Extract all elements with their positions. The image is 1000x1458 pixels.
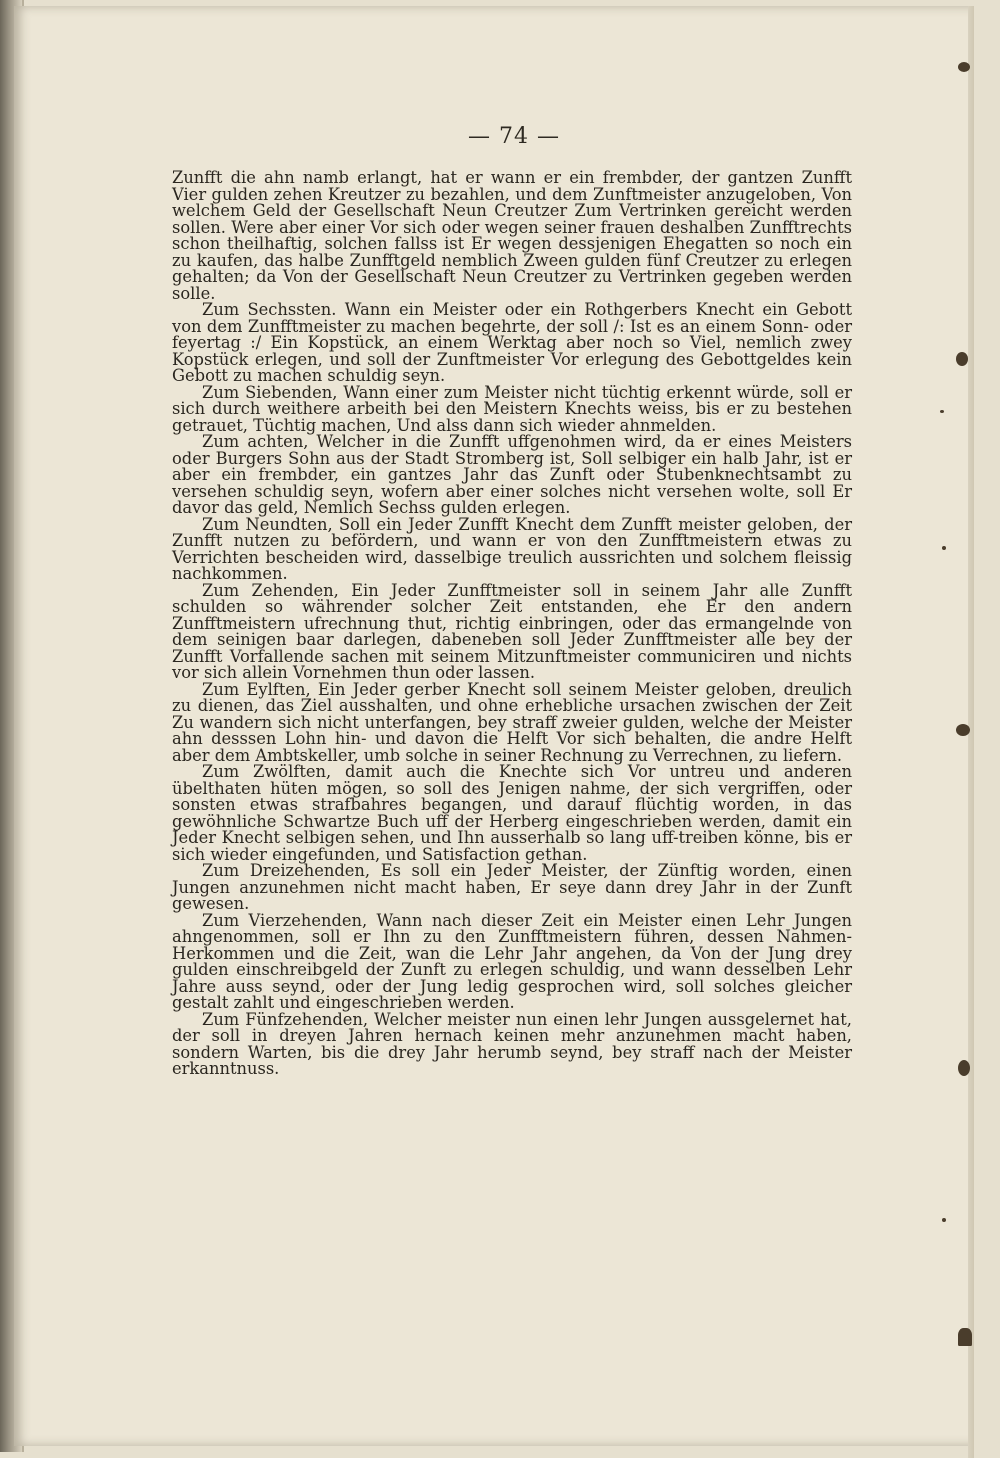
- body-text: [172, 170, 852, 1078]
- speck-mark: [958, 62, 970, 72]
- page-number: — 74 —: [468, 124, 560, 149]
- speck-mark: [942, 546, 946, 550]
- speck-mark: [956, 352, 968, 366]
- speck-mark: [940, 410, 944, 413]
- paragraph-fuenfzehenden: Zum Fünfzehenden, Welcher meister nun einen lehr Jungen aussgelernet hat, der soll in dreyen Jahren hernach keinen mehr anzunehmen macht haben, sondern Warten, bis die drey Jahr herumb seynd, bey straff nach der Meister erkanntnuss.: [172, 1009, 852, 1078]
- speck-mark: [958, 1328, 972, 1346]
- paragraph-dreizehenden: Zum Dreizehenden, Es soll ein Jeder Meister, der Zünftig worden, einen Jungen anzunehmen nicht macht haben, Er seye dann drey Jahr in der Zunft gewesen.: [172, 861, 852, 913]
- paragraph-eylften: Zum Eylften, Ein Jeder gerber Knecht soll seinem Meister geloben, dreulich zu dienen, das Ziel ausshalten, und ohne erhebliche ursachen zwischen der Zeit Zu wandern sich nicht unterfangen, bey straff zweier gulden, welche der Meister ahn desssen Lohn hin- und davon die Helft Vor sich behalten, die andre Helft aber dem Ambtskeller, umb solche in seiner Rechnung zu Verrechnen, zu liefern.: [172, 679, 852, 765]
- speck-mark: [942, 1218, 946, 1222]
- speck-mark: [956, 724, 970, 736]
- paragraph-siebenden: Zum Siebenden, Wann einer zum Meister nicht tüchtig erkennt würde, soll er sich durch weithere arbeith bei den Meistern Knechts weiss, bis er zu bestehen getrauet, Tüchtig machen, Und alss dann sich wieder ahnmelden.: [172, 382, 852, 435]
- margin-specks: [930, 0, 1000, 1452]
- paragraph-continuation: Zunfft die ahn namb erlangt, hat er wann er ein frembder, der gantzen Zunfft Vier gulden zehen Kreutzer zu bezahlen, und dem Zunftmeister anzugeloben, Von welchem Geld der Gesellschaft Neun Creutzer Zum Vertrinken gereicht werden sollen. Were aber einer Vor sich oder wegen seiner frauen deshalben Zunfftrechts schon theilhaftig, solchen fallss ist Er wegen dessjenigen Ehegatten so noch ein zu kaufen, das halbe Zunfftgeld nemblich Zween gulden fünf Creutzer zu erlegen gehalten; da Von der Gesellschaft Neun Creutzer zu Vertrinken gegeben werden solle.: [172, 168, 852, 303]
- paragraph-neundten: Zum Neundten, Soll ein Jeder Zunfft Knecht dem Zunfft meister geloben, der Zunfft nutzen zu befördern, und wann er von den Zunfftmeistern etwas zu Verrichten bescheiden wird, dasselbige treulich aussrichten und solchem fleissig nachkommen.: [172, 514, 852, 583]
- paragraph-vierzehenden: Zum Vierzehenden, Wann nach dieser Zeit ein Meister einen Lehr Jungen ahngenommen, soll er Ihn zu den Zunfftmeistern führen, dessen Nahmen-Herkommen und die Zeit, wan die Lehr Jahr angehen, da Von der Jung drey gulden einschreibgeld der Zunft zu erlegen schuldig, und wann desselben Lehr Jahre auss seynd, oder der Jung ledig gesprochen wird, soll solches gleicher gestalt zahlt und eingeschrieben werden.: [172, 910, 852, 1012]
- paragraph-zehenden: Zum Zehenden, Ein Jeder Zunfftmeister soll in seinem Jahr alle Zunfft schulden so währender solcher Zeit entstanden, ehe Er den andern Zunfftmeistern ufrechnung thut, richtig einbringen, oder das ermangelnde von dem seinigen baar darlegen, dabeneben soll Jeder Zunfftmeister alle bey der Zunfft Vorfallende sachen mit seinem Mitzunftmeister communiciren und nichts vor sich allein Vornehmen thun oder lassen.: [172, 580, 852, 682]
- paragraph-zwoelften: Zum Zwölften, damit auch die Knechte sich Vor untreu und anderen übelthaten hüten mögen, so soll des Jenigen nahme, der sich vergriffen, oder sonsten etwas strafbahres begangen, und darauf flüchtig worden, in das gewöhnliche Schwartze Buch uff der Herberg eingeschrieben werden, damit ein Jeder Knecht selbigen sehen, und Ihn ausserhalb so lang uff-treiben könne, bis er sich wieder eingefunden, und Satisfaction gethan.: [172, 762, 852, 864]
- speck-mark: [958, 1060, 970, 1076]
- paragraph-sechssten: Zum Sechssten. Wann ein Meister oder ein Rothgerbers Knecht ein Gebott von dem Zunfftmeister zu machen begehrte, der soll /: Ist es an einem Sonn- oder feyertag :/ Ein Kopstück, an einem Werktag aber noch so Viel, nemlich zwey Kopstück erlegen, und soll der Zunftmeister Vor erlegung des Gebottgeldes kein Gebott zu machen schuldig seyn.: [172, 300, 852, 385]
- paragraph-achten: Zum achten, Welcher in die Zunfft uffgenohmen wird, da er eines Meisters oder Burgers Sohn aus der Stadt Stromberg ist, Soll selbiger ein halb Jahr, ist er aber ein frembder, ein gantzes Jahr das Zunft oder Stubenknechtsambt zu versehen schuldig seyn, wofern aber einer solches nicht versehen wolte, soll Er davor das geld, Nemlich Sechss gulden erlegen.: [172, 432, 852, 517]
